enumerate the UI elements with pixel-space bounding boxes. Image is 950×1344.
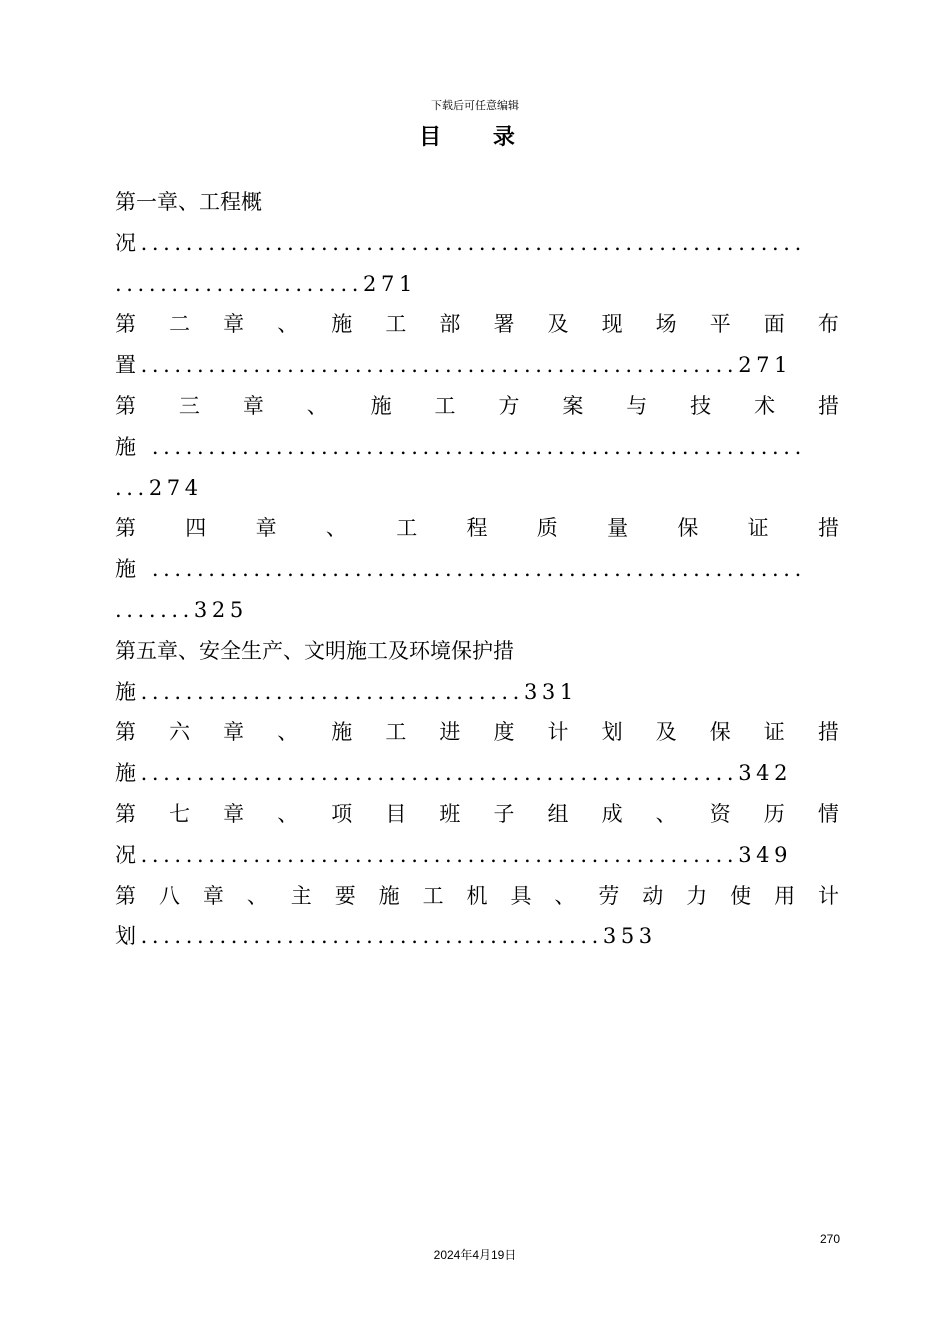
toc-heading-text: 主 (290, 883, 312, 908)
toc-heading-text: 第 (115, 393, 136, 418)
toc-entry-leader-line[interactable]: 置.....................................................271 (115, 353, 793, 378)
toc-heading-text: 三 (178, 393, 200, 418)
toc-heading-text: 目 (385, 801, 407, 826)
toc-heading-text: 、 (306, 393, 328, 418)
toc-entry-leader-line[interactable]: 施 .......................................................... (115, 434, 806, 459)
toc-heading-text: 动 (642, 883, 664, 908)
page-number: 270 (819, 1232, 840, 1246)
toc-heading-text: 章 (223, 720, 245, 745)
toc-heading-text: 施 (331, 720, 353, 745)
toc-heading-text: 部 (439, 312, 461, 337)
toc-entry-leader-line[interactable]: .......325 (115, 597, 248, 622)
toc-heading-text: 、 (246, 883, 268, 908)
toc-heading-text: 力 (686, 883, 708, 908)
toc-heading-text: 使 (730, 883, 752, 908)
toc-heading-text: 方 (498, 393, 520, 418)
toc-heading-text: 面 (763, 312, 785, 337)
toc-heading-text: 措 (817, 720, 839, 745)
toc-heading-text: 第 (115, 801, 136, 826)
toc-heading-text: 与 (626, 393, 648, 418)
toc-entry-heading[interactable] (115, 182, 839, 223)
toc-entry-heading[interactable] (115, 508, 839, 549)
toc-entry-heading[interactable] (115, 712, 839, 753)
toc-heading-text: 度 (493, 720, 515, 745)
toc-heading-text: 平 (709, 312, 731, 337)
toc-heading-text: 术 (754, 393, 776, 418)
toc-entry-leader-line[interactable]: ...274 (115, 475, 203, 500)
toc-heading-text: 及 (547, 312, 569, 337)
toc-heading-text: 进 (439, 720, 461, 745)
toc-entry-heading[interactable] (115, 631, 839, 672)
toc-heading-text: 施 (331, 312, 353, 337)
toc-heading-text: 劳 (598, 883, 620, 908)
toc-heading-text: 章 (202, 883, 224, 908)
toc-heading-text: 案 (562, 393, 584, 418)
toc-heading-text: 质 (536, 516, 558, 541)
toc-heading-text: 证 (747, 516, 769, 541)
toc-heading-text: 要 (334, 883, 356, 908)
toc-heading-text: 具 (510, 883, 532, 908)
table-of-contents (115, 182, 839, 957)
toc-heading-text: 及 (655, 720, 677, 745)
toc-entry-leader-line[interactable]: ......................271 (115, 271, 417, 296)
toc-entry-leader-line[interactable]: 况.....................................................349 (115, 842, 793, 867)
toc-entry-leader-line[interactable]: 施..................................331 (115, 679, 578, 704)
toc-heading-text: 工 (434, 393, 456, 418)
toc-heading-text: 措 (817, 516, 839, 541)
toc-heading-text: 、 (554, 883, 576, 908)
toc-heading-text: 、 (277, 312, 299, 337)
toc-heading-text: 六 (169, 720, 191, 745)
toc-heading-text: 、 (325, 516, 347, 541)
toc-heading-text: 划 (601, 720, 623, 745)
toc-heading-text: 、 (655, 801, 677, 826)
toc-heading-text: 子 (493, 801, 515, 826)
toc-heading-text: 章 (223, 801, 245, 826)
toc-entry-leader-line[interactable]: 划.........................................353 (115, 924, 657, 949)
toc-heading-text: 署 (493, 312, 515, 337)
toc-heading-text: 二 (169, 312, 191, 337)
toc-heading-text: 场 (655, 312, 677, 337)
toc-heading-text: 技 (690, 393, 712, 418)
toc-heading-text: 历 (763, 801, 785, 826)
toc-heading-text: 保 (709, 720, 731, 745)
toc-entry-heading[interactable] (115, 876, 839, 917)
toc-heading-text: 现 (601, 312, 623, 337)
toc-heading-text: 施 (370, 393, 392, 418)
toc-heading-text: 七 (169, 801, 191, 826)
footer-date: 2024年4月19日 (433, 1248, 517, 1262)
toc-heading-text: 机 (466, 883, 488, 908)
toc-entry-leader-line[interactable]: 施.....................................................342 (115, 761, 793, 786)
toc-entry-heading[interactable] (115, 304, 839, 345)
toc-heading-text: 第 (115, 720, 136, 745)
toc-entry-heading[interactable] (115, 794, 839, 835)
toc-heading-text: 项 (331, 801, 353, 826)
toc-heading-text: 第 (115, 883, 136, 908)
toc-heading-text: 章 (242, 393, 264, 418)
toc-heading-text: 工 (422, 883, 444, 908)
toc-heading-text: 证 (763, 720, 785, 745)
page-title: 目 录 (419, 124, 537, 150)
toc-heading-text: 情 (817, 801, 839, 826)
toc-heading-text: 章 (255, 516, 277, 541)
toc-heading-text: 第 (115, 312, 136, 337)
toc-heading-text: 、 (277, 720, 299, 745)
toc-heading-text: 八 (158, 883, 180, 908)
toc-heading-text: 计 (547, 720, 569, 745)
toc-heading-text: 施 (378, 883, 400, 908)
toc-heading-text: 保 (677, 516, 699, 541)
toc-heading-text: 第 (115, 516, 136, 541)
toc-heading-text: 班 (439, 801, 461, 826)
toc-entry-leader-line[interactable]: 况........................................................... (115, 230, 806, 255)
toc-entry-heading[interactable] (115, 386, 839, 427)
toc-heading-text: 布 (817, 312, 839, 337)
toc-heading-text: 工 (396, 516, 418, 541)
toc-heading-text: 计 (818, 883, 839, 908)
toc-heading-text: 、 (277, 801, 299, 826)
toc-heading-text: 组 (547, 801, 569, 826)
toc-entry-leader-line[interactable]: 施 .......................................................... (115, 557, 806, 582)
toc-heading-text: 第一章、工程概 (115, 190, 262, 214)
toc-heading-text: 资 (709, 801, 731, 826)
toc-heading-text: 第五章、安全生产、文明施工及环境保护措 (115, 638, 514, 663)
toc-heading-text: 章 (223, 312, 245, 337)
toc-heading-text: 四 (185, 516, 207, 541)
toc-heading-text: 措 (817, 393, 839, 418)
toc-heading-text: 工 (385, 720, 407, 745)
toc-heading-text: 工 (385, 312, 407, 337)
header-note: 下载后可任意编辑 (431, 99, 519, 112)
toc-heading-text: 量 (607, 516, 629, 541)
toc-heading-text: 成 (601, 801, 623, 826)
toc-heading-text: 用 (774, 883, 796, 908)
toc-heading-text: 程 (466, 516, 488, 541)
